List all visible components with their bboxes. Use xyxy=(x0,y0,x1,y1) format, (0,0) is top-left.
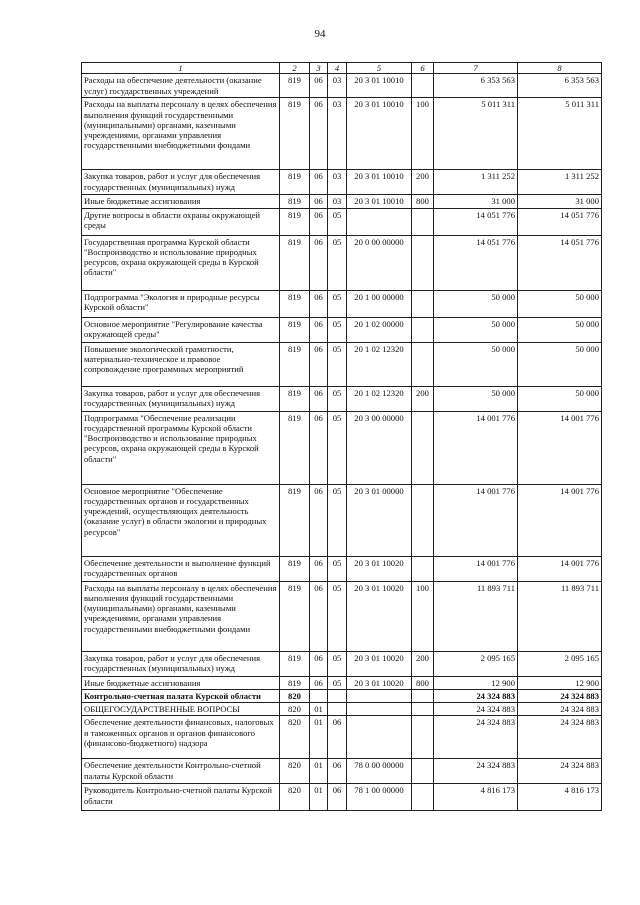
cell-ministry-code: 819 xyxy=(280,74,310,98)
table-body xyxy=(82,74,602,811)
table-row xyxy=(82,784,602,811)
cell-amount-year-1: 11 893 711 xyxy=(434,581,518,651)
cell-section: 06 xyxy=(310,74,328,98)
header-col-7: 7 xyxy=(434,63,518,74)
table-row xyxy=(82,651,602,676)
cell-subsection xyxy=(328,689,347,702)
cell-expense-type xyxy=(412,716,434,759)
cell-section: 06 xyxy=(310,411,328,484)
cell-ministry-code: 819 xyxy=(280,581,310,651)
cell-expense-type: 200 xyxy=(412,170,434,195)
cell-expense-type xyxy=(412,290,434,317)
cell-target-item xyxy=(347,208,412,235)
cell-amount-year-2: 14 001 776 xyxy=(518,411,602,484)
cell-ministry-code: 819 xyxy=(280,411,310,484)
cell-name: Обеспечение деятельности Контрольно-счетной палаты Курской области xyxy=(82,759,280,784)
cell-target-item: 20 3 01 10020 xyxy=(347,651,412,676)
cell-ministry-code: 819 xyxy=(280,98,310,170)
cell-target-item: 20 3 01 10010 xyxy=(347,195,412,208)
cell-target-item: 20 1 02 12320 xyxy=(347,386,412,411)
cell-ministry-code: 819 xyxy=(280,556,310,581)
table-row xyxy=(82,581,602,651)
cell-expense-type xyxy=(412,759,434,784)
cell-name: Основное мероприятие "Обеспечение государственных органов и государственных учреждений, осуществляющих деятельность (оказание услуг) в области экологии и природных ресурсов" xyxy=(82,484,280,556)
cell-target-item: 20 0 00 00000 xyxy=(347,235,412,290)
cell-amount-year-1: 50 000 xyxy=(434,317,518,342)
cell-expense-type xyxy=(412,342,434,386)
cell-name: Подпрограмма "Экология и природные ресурсы Курской области" xyxy=(82,290,280,317)
cell-expense-type xyxy=(412,74,434,98)
cell-expense-type: 800 xyxy=(412,676,434,689)
cell-section xyxy=(310,689,328,702)
cell-amount-year-2: 24 324 883 xyxy=(518,689,602,702)
cell-section: 06 xyxy=(310,484,328,556)
table-row xyxy=(82,170,602,195)
cell-name: Основное мероприятие "Регулирование качества окружающей среды" xyxy=(82,317,280,342)
cell-section: 01 xyxy=(310,703,328,716)
cell-amount-year-2: 14 051 776 xyxy=(518,208,602,235)
cell-name: Обеспечение деятельности и выполнение функций государственных органов xyxy=(82,556,280,581)
cell-amount-year-1: 14 001 776 xyxy=(434,411,518,484)
cell-target-item: 20 3 01 00000 xyxy=(347,484,412,556)
cell-amount-year-1: 14 001 776 xyxy=(434,484,518,556)
cell-ministry-code: 820 xyxy=(280,703,310,716)
table-row xyxy=(82,235,602,290)
cell-amount-year-2: 50 000 xyxy=(518,290,602,317)
cell-section: 06 xyxy=(310,208,328,235)
cell-name: Контрольно-счетная палата Курской области xyxy=(82,689,280,702)
cell-expense-type xyxy=(412,703,434,716)
cell-amount-year-1: 14 001 776 xyxy=(434,556,518,581)
cell-amount-year-2: 14 001 776 xyxy=(518,484,602,556)
cell-ministry-code: 819 xyxy=(280,170,310,195)
table-row xyxy=(82,195,602,208)
cell-amount-year-1: 31 000 xyxy=(434,195,518,208)
header-col-8: 8 xyxy=(518,63,602,74)
cell-subsection: 05 xyxy=(328,581,347,651)
cell-ministry-code: 819 xyxy=(280,484,310,556)
cell-amount-year-2: 24 324 883 xyxy=(518,703,602,716)
cell-section: 01 xyxy=(310,759,328,784)
cell-subsection: 03 xyxy=(328,170,347,195)
cell-amount-year-2: 50 000 xyxy=(518,386,602,411)
cell-amount-year-2: 2 095 165 xyxy=(518,651,602,676)
cell-expense-type xyxy=(412,784,434,811)
header-col-5: 5 xyxy=(347,63,412,74)
cell-section: 06 xyxy=(310,651,328,676)
cell-target-item: 78 0 00 00000 xyxy=(347,759,412,784)
cell-name: Иные бюджетные ассигнования xyxy=(82,195,280,208)
cell-target-item: 20 3 01 10020 xyxy=(347,676,412,689)
cell-name: Закупка товаров, работ и услуг для обеспечения государственных (муниципальных) нужд xyxy=(82,170,280,195)
cell-subsection: 05 xyxy=(328,342,347,386)
cell-ministry-code: 819 xyxy=(280,235,310,290)
cell-section: 06 xyxy=(310,170,328,195)
table-row xyxy=(82,676,602,689)
cell-amount-year-2: 50 000 xyxy=(518,342,602,386)
table-row xyxy=(82,556,602,581)
cell-subsection: 05 xyxy=(328,208,347,235)
header-col-3: 3 xyxy=(310,63,328,74)
cell-subsection: 03 xyxy=(328,195,347,208)
cell-name: Закупка товаров, работ и услуг для обеспечения государственных (муниципальных) нужд xyxy=(82,651,280,676)
table-row xyxy=(82,208,602,235)
cell-section: 01 xyxy=(310,716,328,759)
cell-ministry-code: 820 xyxy=(280,716,310,759)
cell-expense-type xyxy=(412,208,434,235)
cell-ministry-code: 820 xyxy=(280,784,310,811)
cell-subsection: 05 xyxy=(328,235,347,290)
cell-subsection: 05 xyxy=(328,484,347,556)
cell-amount-year-2: 31 000 xyxy=(518,195,602,208)
cell-target-item: 20 3 00 00000 xyxy=(347,411,412,484)
cell-amount-year-2: 24 324 883 xyxy=(518,759,602,784)
cell-subsection: 05 xyxy=(328,317,347,342)
cell-target-item: 20 3 01 10020 xyxy=(347,556,412,581)
cell-subsection: 05 xyxy=(328,386,347,411)
cell-target-item: 20 3 01 10010 xyxy=(347,74,412,98)
cell-section: 06 xyxy=(310,195,328,208)
cell-target-item: 20 3 01 10010 xyxy=(347,98,412,170)
cell-name: Расходы на выплаты персоналу в целях обеспечения выполнения функций государственными (муниципальными) органами, казенными учреждениями, органами управления государственными внебюджетными фондами xyxy=(82,581,280,651)
cell-target-item: 20 3 01 10020 xyxy=(347,581,412,651)
cell-amount-year-2: 5 011 311 xyxy=(518,98,602,170)
cell-amount-year-1: 50 000 xyxy=(434,290,518,317)
table-row xyxy=(82,290,602,317)
cell-amount-year-1: 6 353 563 xyxy=(434,74,518,98)
cell-amount-year-1: 12 900 xyxy=(434,676,518,689)
table-row xyxy=(82,411,602,484)
cell-expense-type xyxy=(412,556,434,581)
cell-expense-type: 100 xyxy=(412,581,434,651)
cell-ministry-code: 819 xyxy=(280,195,310,208)
header-col-6: 6 xyxy=(412,63,434,74)
cell-amount-year-2: 14 001 776 xyxy=(518,556,602,581)
header-col-4: 4 xyxy=(328,63,347,74)
cell-subsection: 03 xyxy=(328,74,347,98)
budget-table xyxy=(81,62,602,811)
cell-amount-year-1: 24 324 883 xyxy=(434,759,518,784)
cell-ministry-code: 819 xyxy=(280,208,310,235)
table-row xyxy=(82,386,602,411)
cell-section: 06 xyxy=(310,676,328,689)
cell-name: Государственная программа Курской области "Воспроизводство и использование природных ресурсов, охрана окружающей среды в Курской области" xyxy=(82,235,280,290)
cell-name: Обеспечение деятельности финансовых, налоговых и таможенных органов и органов финансового (финансово-бюджетного) надзора xyxy=(82,716,280,759)
cell-amount-year-1: 5 011 311 xyxy=(434,98,518,170)
header-col-1: 1 xyxy=(82,63,280,74)
cell-section: 06 xyxy=(310,317,328,342)
cell-amount-year-2: 50 000 xyxy=(518,317,602,342)
cell-subsection xyxy=(328,703,347,716)
table-row xyxy=(82,317,602,342)
cell-subsection: 03 xyxy=(328,98,347,170)
cell-section: 06 xyxy=(310,342,328,386)
cell-name: Повышение экологической грамотности, материально-техническое и правовое сопровождение программных мероприятий xyxy=(82,342,280,386)
cell-target-item xyxy=(347,689,412,702)
cell-subsection: 06 xyxy=(328,716,347,759)
cell-amount-year-1: 24 324 883 xyxy=(434,703,518,716)
cell-section: 06 xyxy=(310,290,328,317)
table-header-row xyxy=(82,63,602,74)
cell-ministry-code: 820 xyxy=(280,689,310,702)
cell-name: Другие вопросы в области охраны окружающей среды xyxy=(82,208,280,235)
cell-section: 06 xyxy=(310,581,328,651)
cell-subsection: 05 xyxy=(328,411,347,484)
cell-section: 06 xyxy=(310,386,328,411)
cell-target-item: 20 1 02 00000 xyxy=(347,317,412,342)
table-row xyxy=(82,759,602,784)
cell-expense-type: 200 xyxy=(412,386,434,411)
cell-ministry-code: 820 xyxy=(280,759,310,784)
cell-name: Расходы на выплаты персоналу в целях обеспечения выполнения функций государственными (муниципальными) органами, казенными учреждениями, органами управления государственными внебюджетными фондами xyxy=(82,98,280,170)
table-row xyxy=(82,703,602,716)
cell-amount-year-1: 24 324 883 xyxy=(434,716,518,759)
cell-name: Руководитель Контрольно-счетной палаты Курской области xyxy=(82,784,280,811)
cell-name: Подпрограмма "Обеспечение реализации государственной программы Курской области "Воспроизводство и использование природных ресурсов, охрана окружающей среды в Курской области" xyxy=(82,411,280,484)
cell-amount-year-1: 1 311 252 xyxy=(434,170,518,195)
cell-name: Закупка товаров, работ и услуг для обеспечения государственных (муниципальных) нужд xyxy=(82,386,280,411)
cell-name: ОБЩЕГОСУДАРСТВЕННЫЕ ВОПРОСЫ xyxy=(82,703,280,716)
table-row xyxy=(82,484,602,556)
cell-amount-year-2: 11 893 711 xyxy=(518,581,602,651)
cell-target-item: 20 3 01 10010 xyxy=(347,170,412,195)
cell-ministry-code: 819 xyxy=(280,386,310,411)
cell-target-item xyxy=(347,716,412,759)
table-row xyxy=(82,342,602,386)
cell-amount-year-1: 2 095 165 xyxy=(434,651,518,676)
cell-name: Расходы на обеспечение деятельности (оказание услуг) государственных учреждений xyxy=(82,74,280,98)
cell-amount-year-1: 24 324 883 xyxy=(434,689,518,702)
cell-section: 06 xyxy=(310,235,328,290)
cell-amount-year-2: 24 324 883 xyxy=(518,716,602,759)
header-col-2: 2 xyxy=(280,63,310,74)
cell-amount-year-2: 14 051 776 xyxy=(518,235,602,290)
cell-section: 06 xyxy=(310,556,328,581)
page-number: 94 xyxy=(314,28,326,40)
cell-amount-year-2: 12 900 xyxy=(518,676,602,689)
table-row xyxy=(82,689,602,702)
cell-expense-type xyxy=(412,411,434,484)
cell-amount-year-1: 50 000 xyxy=(434,386,518,411)
cell-amount-year-1: 14 051 776 xyxy=(434,235,518,290)
cell-subsection: 05 xyxy=(328,676,347,689)
cell-amount-year-2: 4 816 173 xyxy=(518,784,602,811)
cell-expense-type: 100 xyxy=(412,98,434,170)
cell-subsection: 06 xyxy=(328,784,347,811)
cell-subsection: 05 xyxy=(328,651,347,676)
cell-name: Иные бюджетные ассигнования xyxy=(82,676,280,689)
cell-amount-year-2: 6 353 563 xyxy=(518,74,602,98)
cell-amount-year-1: 14 051 776 xyxy=(434,208,518,235)
cell-ministry-code: 819 xyxy=(280,317,310,342)
cell-target-item xyxy=(347,703,412,716)
cell-expense-type xyxy=(412,484,434,556)
cell-expense-type xyxy=(412,235,434,290)
cell-section: 06 xyxy=(310,98,328,170)
cell-ministry-code: 819 xyxy=(280,651,310,676)
cell-amount-year-1: 4 816 173 xyxy=(434,784,518,811)
cell-amount-year-2: 1 311 252 xyxy=(518,170,602,195)
cell-ministry-code: 819 xyxy=(280,342,310,386)
cell-subsection: 05 xyxy=(328,556,347,581)
cell-amount-year-1: 50 000 xyxy=(434,342,518,386)
table-row xyxy=(82,716,602,759)
cell-expense-type: 200 xyxy=(412,651,434,676)
cell-target-item: 20 1 00 00000 xyxy=(347,290,412,317)
cell-target-item: 78 1 00 00000 xyxy=(347,784,412,811)
cell-expense-type: 800 xyxy=(412,195,434,208)
cell-target-item: 20 1 02 12320 xyxy=(347,342,412,386)
cell-subsection: 06 xyxy=(328,759,347,784)
cell-expense-type xyxy=(412,689,434,702)
cell-ministry-code: 819 xyxy=(280,676,310,689)
cell-section: 01 xyxy=(310,784,328,811)
cell-ministry-code: 819 xyxy=(280,290,310,317)
cell-expense-type xyxy=(412,317,434,342)
table-row xyxy=(82,98,602,170)
cell-subsection: 05 xyxy=(328,290,347,317)
table-row xyxy=(82,74,602,98)
